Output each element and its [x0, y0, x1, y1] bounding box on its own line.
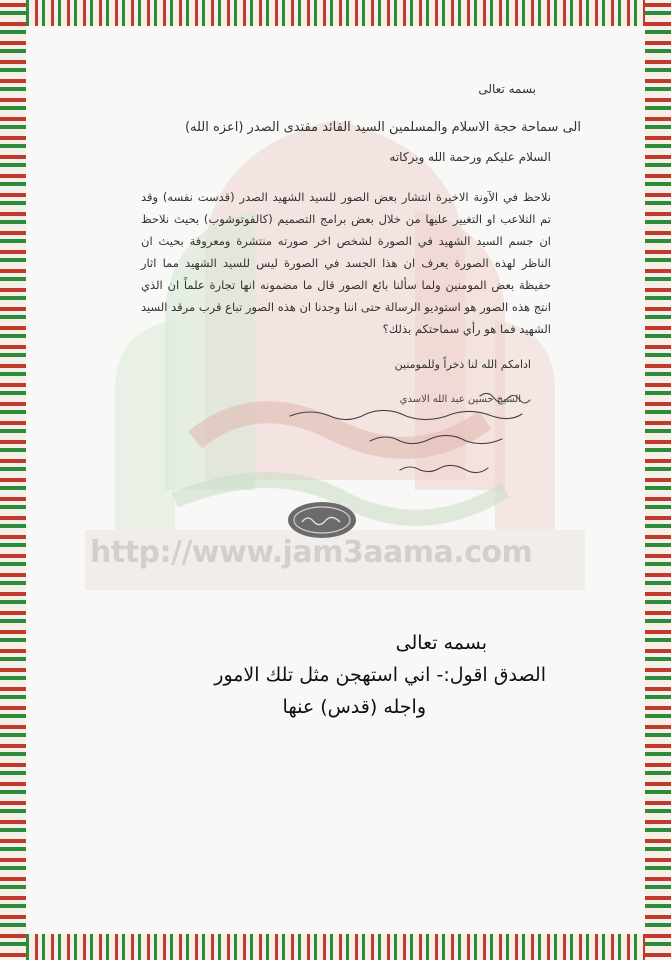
handwritten-reply: [250, 386, 550, 486]
decorative-border-top: [0, 0, 671, 26]
decorative-border-bottom: [0, 934, 671, 960]
letter-addressee: الى سماحة حجة الاسلام والمسلمين السيد القائد مقتدى الصدر (اعزه الله): [184, 120, 581, 135]
transcription-line-2: الصدق اقول:- اني استهجن مثل تلك الامور: [214, 664, 546, 686]
transcription-line-3: واجله (قدس) عنها: [282, 696, 426, 718]
transcription-line-1: بسمه تعالى: [395, 632, 487, 654]
decorative-border-right: [645, 0, 671, 960]
decorative-border-left: [0, 0, 26, 960]
official-seal: [286, 500, 358, 540]
letter-basmala: بسمه تعالى: [478, 82, 536, 96]
letter-closing: ادامكم الله لنا ذخراً وللمومنين: [394, 358, 531, 371]
letter-greeting: السلام عليكم ورحمة الله وبركاته: [389, 150, 551, 164]
watermark-url: http://www.jam3aama.com: [90, 535, 533, 570]
letter-signature: الشيخ حسين عبد الله الاسدي: [399, 394, 521, 405]
letter-body: نلاحظ في الآونة الاخيرة انتشار بعض الصور للسيد الشهيد الصدر (قدست نفسه) وقد تم التلاعب او التغيير عليها من خلال بعض برامج التصميم (كالفوتوشوب) بحيث نلاحظ ان جسم السيد الشهيد في الصورة لشخص اخر صورته منتشرة ومعروفة بحيث ان الناظر لهذه الصورة يعرف ان هذا الجسد في الصورة ليس للسيد الشهيد مما اثار حفيظة بعض المومنين ولما سألنا بائع الصور قال ما مضمونه انها تجارة علماً ان الذي انتج هذه الصور هو استوديو الرسالة حتى اننا وجدنا ان هذه الصور تباع قرب مرقد السيد الشهيد فما هو رأي سماحتكم بذلك؟: [141, 190, 551, 336]
